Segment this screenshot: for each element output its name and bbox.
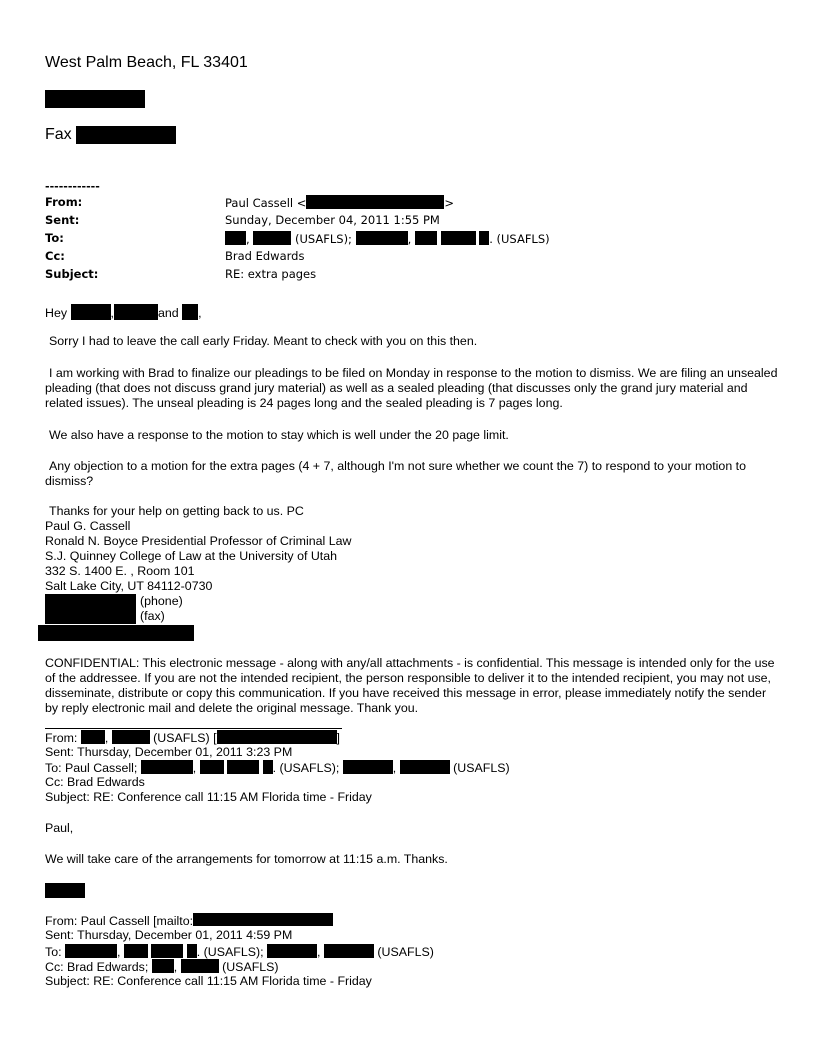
msg3-sent: Sent: Thursday, December 01, 2011 4:59 PM bbox=[45, 928, 293, 942]
msg3-to bbox=[45, 944, 434, 959]
redaction-msg3-to-1 bbox=[65, 944, 117, 958]
from-label: From: bbox=[45, 195, 83, 209]
confidential-notice: CONFIDENTIAL: This electronic message - along with any/all attachments - is confidential. This message is intended only for the use of the addressee. If you are not the intended recipient, the person responsible to deliver it to the intended recipient, you may not use, disseminate, distribute or copy this communication. If you have received this message in error, please immediately notify the sender by reply electronic mail and delete the original message. Thank you. bbox=[45, 656, 775, 715]
from-value bbox=[225, 195, 454, 210]
to-usafls-1: (USAFLS); bbox=[294, 232, 352, 246]
msg2-to bbox=[45, 760, 510, 775]
msg3-to-usafls-2: (USAFLS) bbox=[377, 945, 434, 959]
redaction-msg3-from-email bbox=[193, 913, 333, 926]
msg2-from bbox=[45, 730, 340, 745]
msg2-salutation: Paul, bbox=[45, 821, 74, 835]
redaction-msg2-from-2 bbox=[112, 730, 150, 744]
cc-label: Cc: bbox=[45, 249, 65, 263]
cc-value: Brad Edwards bbox=[225, 249, 305, 263]
msg3-to-sep-2: , bbox=[317, 945, 321, 959]
body-para-3: We also have a response to the motion to stay which is well under the 20 page limit. bbox=[49, 428, 509, 442]
redaction-msg2-to-3 bbox=[227, 760, 259, 774]
body-para-2-text: I am working with Brad to finalize our pleadings to be filed on Monday in response to the motion to dismiss. We are filing an unsealed pleading (that does not discuss grand jury material) as well as a sealed pleading (that discusses only the grand jury material and related issues). The unseal pleading is 24 pages long and the sealed pleading is 7 pages long. bbox=[45, 366, 778, 410]
msg2-to-sep-2: , bbox=[392, 761, 397, 775]
redaction-msg3-to-5 bbox=[267, 944, 317, 958]
divider bbox=[45, 728, 342, 729]
header-separator: ------------ bbox=[45, 180, 100, 193]
redaction-msg3-cc-2 bbox=[181, 959, 219, 973]
msg3-to-label: To: bbox=[45, 945, 62, 959]
redaction-greet-2 bbox=[114, 304, 158, 320]
msg3-cc-usafls: (USAFLS) bbox=[222, 960, 279, 974]
redaction-to-1 bbox=[225, 231, 246, 245]
to-usafls-2: . (USAFLS) bbox=[489, 232, 550, 246]
to-sep-2: , bbox=[407, 232, 412, 246]
sig-title: Ronald N. Boyce Presidential Professor of Criminal Law bbox=[45, 534, 352, 548]
msg3-cc bbox=[45, 959, 279, 974]
redaction-msg2-signature bbox=[45, 883, 85, 898]
msg2-subject: Subject: RE: Conference call 11:15 AM Florida time - Friday bbox=[45, 790, 372, 804]
redaction-sig-phone bbox=[45, 594, 136, 609]
redaction-sig-email bbox=[38, 625, 194, 641]
address-line: West Palm Beach, FL 33401 bbox=[45, 54, 248, 71]
redaction-msg2-to-4 bbox=[263, 760, 273, 774]
greeting-end: , bbox=[198, 306, 202, 320]
msg2-to-sep-1: , bbox=[192, 761, 197, 775]
msg2-to-usafls-2: (USAFLS) bbox=[453, 761, 510, 775]
msg2-cc: Cc: Brad Edwards bbox=[45, 775, 145, 789]
msg2-body: We will take care of the arrangements for tomorrow at 11:15 a.m. Thanks. bbox=[45, 852, 448, 866]
sent-label: Sent: bbox=[45, 213, 80, 227]
msg2-from-label: From: bbox=[45, 731, 78, 745]
msg3-subject: Subject: RE: Conference call 11:15 AM Florida time - Friday bbox=[45, 974, 372, 988]
redaction-msg3-to-4 bbox=[187, 944, 197, 958]
msg2-to-usafls-1: . (USAFLS); bbox=[272, 761, 340, 775]
sig-city: Salt Lake City, UT 84112-0730 bbox=[45, 579, 213, 593]
body-para-1: Sorry I had to leave the call early Friday. Meant to check with you on this then. bbox=[49, 334, 478, 348]
redaction-to-3 bbox=[356, 231, 408, 245]
subject-value: RE: extra pages bbox=[225, 267, 317, 281]
body-para-2 bbox=[45, 366, 785, 411]
sent-value: Sunday, December 04, 2011 1:55 PM bbox=[225, 213, 440, 227]
msg2-from-usafls: (USAFLS) [ bbox=[153, 731, 217, 745]
from-name: Paul Cassell < bbox=[225, 196, 307, 210]
to-sep-1: , bbox=[246, 232, 250, 246]
greeting-comma: , bbox=[110, 306, 114, 320]
redaction-phone bbox=[45, 90, 145, 108]
msg3-from-label: From: Paul Cassell [mailto: bbox=[45, 914, 194, 928]
greeting-hey: Hey bbox=[45, 306, 68, 320]
to-label: To: bbox=[45, 231, 64, 245]
sig-phone-label: (phone) bbox=[140, 594, 183, 608]
body-para-4-text: Any objection to a motion for the extra pages (4 + 7, although I'm not sure whether we count the 7) to respond to your motion to dismiss? bbox=[45, 459, 746, 488]
msg3-cc-sep: , bbox=[173, 960, 178, 974]
redaction-to-6 bbox=[479, 231, 489, 245]
msg2-to-label: To: Paul Cassell; bbox=[45, 761, 138, 775]
msg3-cc-label: Cc: Brad Edwards; bbox=[45, 960, 149, 974]
redaction-msg3-to-2 bbox=[124, 944, 148, 958]
msg3-to-sep-1: , bbox=[116, 945, 121, 959]
fax-label: Fax bbox=[45, 126, 72, 143]
msg2-from-close: ] bbox=[336, 731, 340, 745]
redaction-to-5 bbox=[441, 231, 476, 245]
redaction-greet-3 bbox=[182, 304, 198, 320]
redaction-msg3-to-3 bbox=[151, 944, 183, 958]
msg3-to-usafls-1: . (USAFLS); bbox=[196, 945, 264, 959]
redaction-msg2-from-email bbox=[217, 730, 337, 744]
subject-label: Subject: bbox=[45, 267, 99, 281]
sig-fax-label: (fax) bbox=[140, 609, 165, 623]
to-value bbox=[225, 231, 550, 246]
redaction-msg2-from-1 bbox=[81, 730, 105, 744]
redaction-from-email bbox=[306, 195, 444, 209]
redaction-greet-1 bbox=[71, 304, 111, 320]
body-para-4 bbox=[45, 459, 785, 489]
sig-name: Paul G. Cassell bbox=[45, 519, 131, 533]
redaction-fax bbox=[76, 126, 176, 144]
msg2-sent: Sent: Thursday, December 01, 2011 3:23 PM bbox=[45, 745, 293, 759]
sig-college: S.J. Quinney College of Law at the University of Utah bbox=[45, 549, 338, 563]
redaction-to-4 bbox=[415, 231, 437, 245]
greeting bbox=[45, 304, 202, 320]
redaction-msg2-to-2 bbox=[200, 760, 224, 774]
redaction-msg3-to-6 bbox=[324, 944, 374, 958]
body-thanks: Thanks for your help on getting back to us. PC bbox=[49, 504, 304, 518]
from-close: > bbox=[444, 196, 455, 210]
redaction-msg2-to-5 bbox=[343, 760, 393, 774]
greeting-and: and bbox=[157, 306, 179, 320]
msg2-from-sep: , bbox=[104, 731, 109, 745]
msg3-from bbox=[45, 913, 333, 928]
redaction-to-2 bbox=[253, 231, 291, 245]
sig-street: 332 S. 1400 E. , Room 101 bbox=[45, 564, 195, 578]
redaction-msg2-to-6 bbox=[400, 760, 450, 774]
redaction-sig-fax bbox=[45, 609, 136, 624]
redaction-msg2-to-1 bbox=[141, 760, 193, 774]
redaction-msg3-cc-1 bbox=[152, 959, 174, 973]
